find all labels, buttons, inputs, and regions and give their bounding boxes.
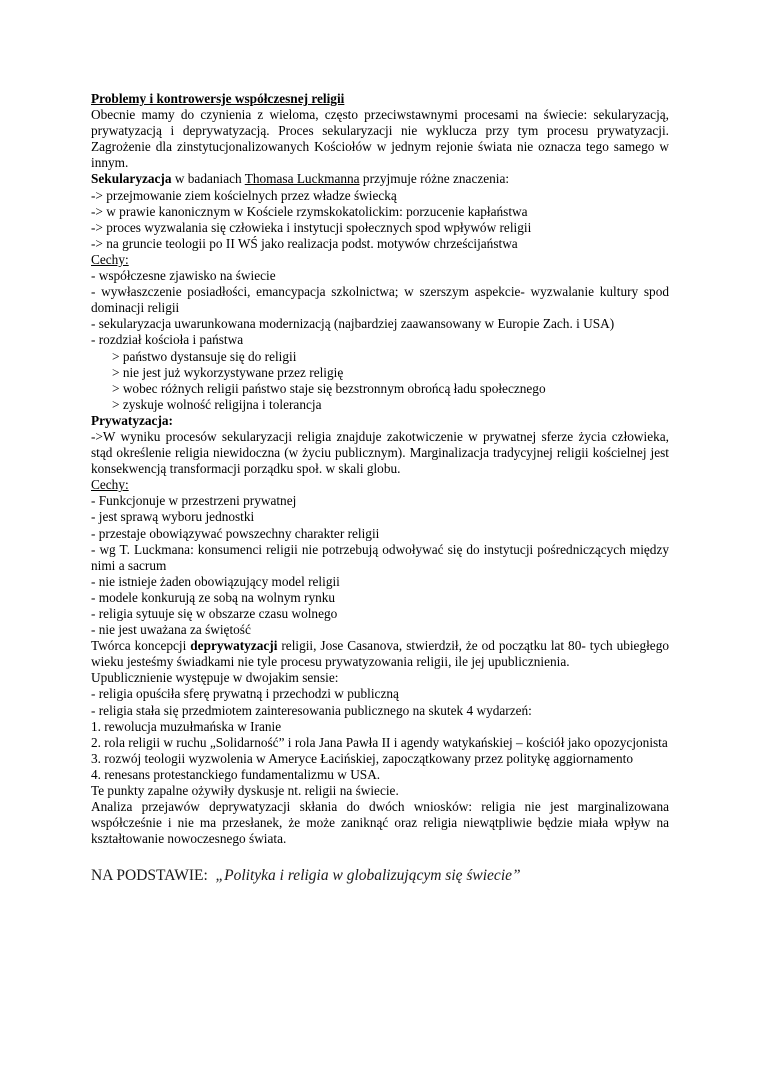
secularization-lead-post: przyjmuje różne znaczenia:: [359, 171, 510, 187]
document-page: [91, 91, 669, 885]
state-item: > nie jest już wykorzystywane przez religię: [112, 364, 344, 380]
feature-item: - nie jest uważana za świętość: [91, 622, 251, 638]
deprivatization-pre: Twórca koncepcji: [91, 638, 191, 654]
sense-item: - religia opuściła sferę prywatną i przechodzi w publiczną: [91, 686, 399, 702]
intro-paragraph: Obecnie mamy do czynienia z wieloma, często przeciwstawnymi procesami na świecie: sekularyzacją, prywatyzacją i deprywatyzacją. Proces sekularyzacji nie wyklucza przy tym procesu prywatyzacji. Zagrożenie dla zinstytucjonalizowanych Kościołów w jednym rejonie świata nie oznacza tego samego w innym.: [91, 107, 669, 171]
secularization-heading: Sekularyzacja: [91, 171, 172, 187]
secularization-lead: [91, 171, 669, 187]
feature-item: - wywłaszczenie posiadłości, emancypacja szkolnictwa; w szerszym aspekcie- wyzwalanie kultury spod dominacji religii: [91, 284, 669, 316]
secularization-features-label: Cechy:: [91, 251, 129, 267]
state-item: > wobec różnych religii państwo staje się bezstronnym obrońcą ładu społecznego: [112, 380, 546, 396]
state-item: > zyskuje wolność religijna i tolerancja: [112, 396, 322, 412]
meaning-item: -> w prawie kanonicznym w Kościele rzymskokatolickim: porzucenie kapłaństwa: [91, 203, 528, 219]
meaning-item: -> proces wyzwalania się człowieka i instytucji społecznych spod wpływów religii: [91, 219, 532, 235]
event-item: 2. rola religii w ruchu „Solidarność” i rola Jana Pawła II i agendy watykańskiej – kościół jako opozycjonista: [91, 734, 668, 750]
event-item: 3. rozwój teologii wyzwolenia w Ameryce Łacińskiej, zapoczątkowany przez politykę aggiornamento: [91, 750, 634, 766]
feature-item: - religia sytuuje się w obszarze czasu wolnego: [91, 606, 338, 621]
author-name: Thomasa Luckmanna: [244, 171, 360, 187]
event-item: 1. rewolucja muzułmańska w Iranie: [91, 718, 282, 734]
deprivatization-paragraph: [91, 638, 669, 670]
feature-item: - jest sprawą wyboru jednostki: [91, 509, 255, 525]
feature-item: - wg T. Luckmana: konsumenci religii nie potrzebują odwoływać się do instytucji pośredniczących między nimi a sacrum: [91, 541, 669, 573]
publicization-lead: Upublicznienie występuje w dwojakim sensie:: [91, 670, 339, 686]
source-footer: [91, 867, 669, 885]
deprivatization-term: deprywatyzacji: [190, 638, 278, 654]
event-item: 4. renesans protestanckiego fundamentalizmu w USA.: [91, 766, 381, 782]
feature-item: - rozdział kościoła i państwa: [91, 332, 244, 348]
feature-item: - modele konkurują ze sobą na wolnym rynku: [91, 589, 336, 605]
feature-item: - przestaje obowiązywać powszechny charakter religii: [91, 525, 380, 541]
deprivatization-post: religii, Jose Casanova, stwierdził, że od początku lat 80- tych ubiegłego wieku jesteśmy świadkami nie tyle procesu prywatyzowania religii, ile jej upublicznienia.: [91, 638, 670, 670]
secularization-lead-pre: w badaniach: [171, 171, 245, 187]
feature-item: - Funkcjonuje w przestrzeni prywatnej: [91, 493, 297, 509]
privatization-features-label: Cechy:: [91, 477, 129, 493]
feature-item: - sekularyzacja uwarunkowana modernizacją (najbardziej zaawansowany w Europie Zach. i USA): [91, 316, 615, 332]
meaning-item: -> na gruncie teologii po II WŚ jako realizacja podst. motywów chrześcijaństwa: [91, 235, 518, 251]
privatization-text: ->W wyniku procesów sekularyzacji religia znajduje zakotwiczenie w prywatnej sferze życia człowieka, stąd określenie religia niewidoczna (w życiu publicznym). Marginalizacja tradycyjnej religii kościelnej jest konsekwencją transformacji porządku społ. w skali globu.: [91, 428, 669, 477]
privatization-heading: Prywatyzacja:: [91, 412, 173, 428]
state-item: > państwo dystansuje się do religii: [112, 348, 297, 364]
document-title: Problemy i kontrowersje współczesnej religii: [91, 91, 345, 106]
source-title: „Polityka i religia w globalizującym się świecie”: [215, 867, 521, 885]
feature-item: - nie istnieje żaden obowiązujący model religii: [91, 573, 340, 589]
feature-item: - współczesne zjawisko na świecie: [91, 268, 276, 284]
source-label: NA PODSTAWIE:: [91, 867, 216, 885]
sense-item: - religia stała się przedmiotem zainteresowania publicznego na skutek 4 wydarzeń:: [91, 702, 532, 718]
points-sentence: Te punkty zapalne ożywiły dyskusje nt. religii na świecie.: [91, 783, 399, 799]
conclusion-paragraph: Analiza przejawów deprywatyzacji skłania do dwóch wniosków: religia nie jest marginalizowana współcześnie i nie ma przesłanek, że może zaniknąć oraz religia niewątpliwie będzie miała wpływ na kształtowanie nowoczesnego świata.: [91, 799, 669, 847]
meaning-item: -> przejmowanie ziem kościelnych przez władze świecką: [91, 187, 397, 203]
